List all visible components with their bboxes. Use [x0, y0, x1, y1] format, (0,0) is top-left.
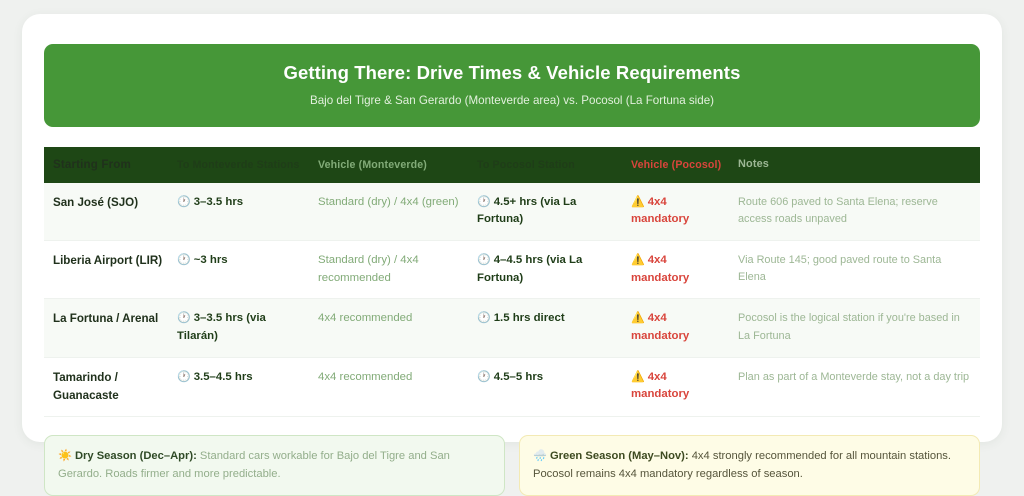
- warning-icon: ⚠️: [631, 253, 645, 266]
- column-header-notes: Notes: [738, 158, 770, 171]
- cell-vehicle-monteverde: 4x4 recommended: [318, 370, 413, 383]
- banner: [44, 44, 980, 127]
- clock-icon: 🕐: [477, 195, 491, 208]
- cell-pocosol-time: [477, 357, 631, 416]
- cell-monteverde-time: [177, 183, 318, 241]
- cell-notes: Via Route 145; good paved route to Santa Elena: [738, 253, 942, 284]
- banner-subtitle: Bajo del Tigre & San Gerardo (Monteverde area) vs. Pocosol (La Fortuna side): [309, 94, 715, 108]
- drive-times-table: [44, 147, 980, 416]
- table-row: [44, 183, 980, 241]
- cell-starting-from: Tamarindo / Guanacaste: [53, 370, 119, 402]
- clock-icon: 🕐: [477, 370, 491, 383]
- pocosol-time-text: 4–4.5 hrs (via La Fortuna): [477, 253, 583, 284]
- green-season-label: Green Season (May–Nov):: [549, 449, 689, 462]
- cell-pocosol-time: [477, 183, 631, 241]
- table-row: [44, 240, 980, 298]
- cell-monteverde-time: [177, 299, 318, 357]
- green-season-body: 4x4 strongly recommended for all mountain stations. Pocosol remains 4x4 mandatory regardless of season.: [533, 449, 952, 480]
- cell-vehicle-pocosol: [631, 183, 738, 241]
- table-header-row: [44, 147, 980, 182]
- warning-icon: ⚠️: [631, 370, 645, 383]
- season-callouts: [44, 435, 980, 496]
- table-head: [44, 147, 980, 182]
- monteverde-time-text: ~3 hrs: [193, 253, 228, 266]
- clock-icon: 🕐: [477, 253, 491, 266]
- column-header-to-pocosol: To Pocosol Station: [477, 158, 575, 171]
- monteverde-time-text: 3–3.5 hrs (via Tilarán): [177, 312, 266, 342]
- monteverde-time-text: 3.5–4.5 hrs: [193, 370, 253, 383]
- dry-season-callout: [44, 435, 505, 496]
- pocosol-time-text: 1.5 hrs direct: [493, 312, 565, 325]
- cell-notes: Plan as part of a Monteverde stay, not a day trip: [738, 370, 970, 383]
- cell-monteverde-time: [177, 240, 318, 298]
- cell-starting-from: Liberia Airport (LIR): [53, 253, 163, 267]
- cell-pocosol-time: [477, 299, 631, 357]
- cell-vehicle-monteverde: Standard (dry) / 4x4 (green): [318, 195, 459, 208]
- dry-season-body: Standard cars workable for Bajo del Tigre and San Gerardo. Roads firmer and more predictable.: [58, 449, 450, 480]
- pocosol-time-text: 4.5+ hrs (via La Fortuna): [477, 195, 577, 226]
- vehicle-pocosol-text: 4x4 mandatory: [631, 312, 690, 342]
- drive-times-table-wrapper: [44, 147, 980, 416]
- cell-vehicle-pocosol: [631, 357, 738, 416]
- cell-notes: Route 606 paved to Santa Elena; reserve access roads unpaved: [738, 195, 938, 226]
- clock-icon: 🕐: [177, 370, 191, 383]
- clock-icon: 🕐: [177, 253, 191, 266]
- cell-vehicle-monteverde: Standard (dry) / 4x4 recommended: [318, 253, 419, 284]
- clock-icon: 🕐: [177, 312, 191, 325]
- cell-vehicle-pocosol: [631, 299, 738, 357]
- table-row: [44, 357, 980, 416]
- vehicle-pocosol-text: 4x4 mandatory: [631, 370, 690, 401]
- clock-icon: 🕐: [177, 195, 191, 208]
- cell-monteverde-time: [177, 357, 318, 416]
- cell-starting-from: La Fortuna / Arenal: [53, 312, 159, 326]
- cell-pocosol-time: [477, 240, 631, 298]
- pocosol-time-text: 4.5–5 hrs: [493, 370, 544, 383]
- monteverde-time-text: 3–3.5 hrs: [193, 195, 244, 208]
- cell-vehicle-monteverde: 4x4 recommended: [318, 312, 413, 325]
- info-card: [22, 14, 1002, 480]
- clock-icon: 🕐: [477, 312, 491, 325]
- column-header-vehicle-monteverde: Vehicle (Monteverde): [318, 158, 427, 171]
- rain-cloud-icon: 🌧️: [533, 449, 547, 462]
- warning-icon: ⚠️: [631, 195, 645, 208]
- column-header-vehicle-pocosol: Vehicle (Pocosol): [631, 158, 722, 171]
- table-body: [44, 183, 980, 416]
- column-header-starting-from: Starting From: [53, 158, 131, 172]
- sun-icon: ☀️: [58, 449, 72, 462]
- dry-season-label: Dry Season (Dec–Apr):: [74, 449, 197, 462]
- vehicle-pocosol-text: 4x4 mandatory: [631, 253, 690, 284]
- cell-notes: Pocosol is the logical station if you're based in La Fortuna: [738, 312, 960, 342]
- vehicle-pocosol-text: 4x4 mandatory: [631, 195, 690, 226]
- banner-title: Getting There: Drive Times & Vehicle Requirements: [283, 62, 741, 83]
- cell-starting-from: San José (SJO): [53, 195, 139, 209]
- table-row: [44, 299, 980, 357]
- column-header-to-monteverde: To Monteverde Stations: [177, 158, 300, 171]
- green-season-callout: [519, 435, 980, 496]
- warning-icon: ⚠️: [631, 312, 645, 325]
- cell-vehicle-pocosol: [631, 240, 738, 298]
